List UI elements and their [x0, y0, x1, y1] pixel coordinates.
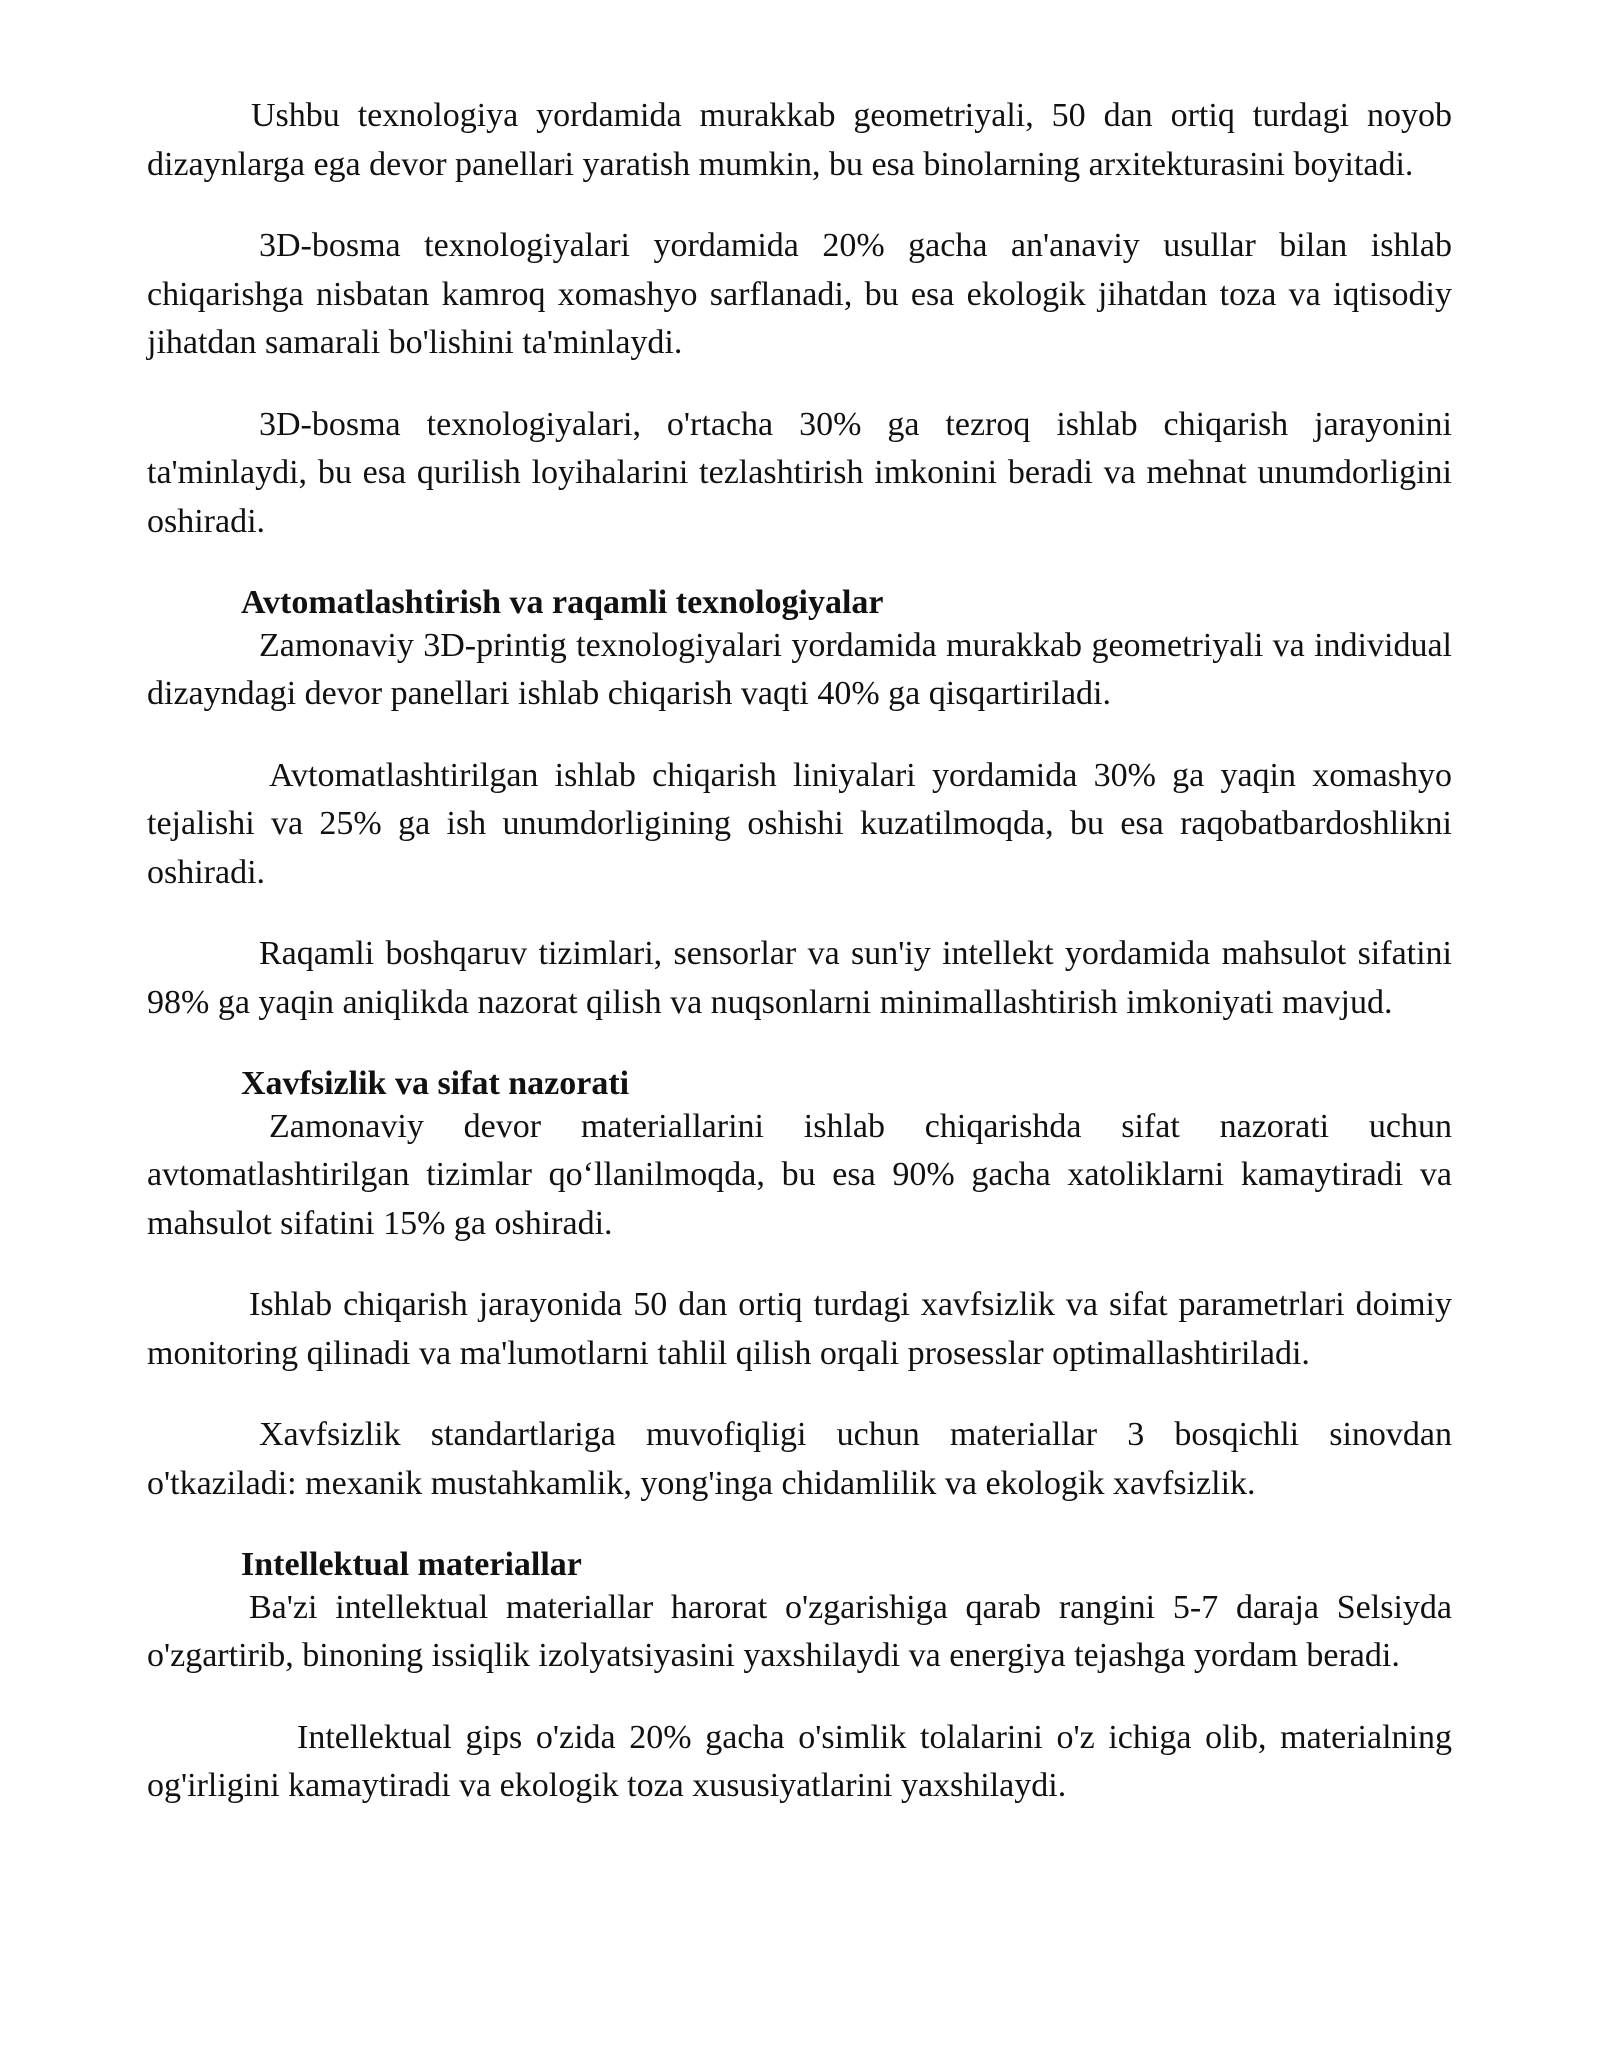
paragraph: Raqamli boshqaruv tizimlari, sensorlar va sun'iy intellekt yordamida mahsulot sifatini 98% ga yaqin aniqlikda nazorat qilish va nuqsonlarni minimallashtirish imkoniyati mavjud. — [147, 935, 1452, 1021]
paragraph: Intellektual gips o'zida 20% gacha o'simlik tolalarini o'z ichiga olib, materialning og'irligini kamaytiradi va ekologik toza xususiyatlarini yaxshilaydi. — [147, 1718, 1452, 1804]
paragraph: Zamonaviy 3D-printig texnologiyalari yordamida murakkab geometriyali va individual dizayndagi devor panellari ishlab chiqarish vaqti 40% ga qisqartiriladi. — [147, 626, 1452, 712]
paragraph: Zamonaviy devor materiallarini ishlab chiqarishda sifat nazorati uchun avtomatlashtirilgan tizimlar qo‘llanilmoqda, bu esa 90% gacha xatoliklarni kamaytiradi va mahsulot sifatini 15% ga oshiradi. — [147, 1107, 1452, 1242]
paragraph: 3D-bosma texnologiyalari, o'rtacha 30% ga tezroq ishlab chiqarish jarayonini ta'minlaydi, bu esa qurilish loyihalarini tezlashtirish imkonini beradi va mehnat unumdorligini oshiradi. — [147, 405, 1452, 540]
paragraph: Avtomatlashtirilgan ishlab chiqarish liniyalari yordamida 30% ga yaqin xomashyo tejalishi va 25% ga ish unumdorligining oshishi kuzatilmoqda, bu esa raqobatbardoshlikni oshiradi. — [147, 756, 1452, 891]
paragraph: Xavfsizlik standartlariga muvofiqligi uchun materiallar 3 bosqichli sinovdan o'tkaziladi: mexanik mustahkamlik, yong'inga chidamlilik va ekologik xavfsizlik. — [147, 1416, 1452, 1502]
paragraph: Ishlab chiqarish jarayonida 50 dan ortiq turdagi xavfsizlik va sifat parametrlari doimiy monitoring qilinadi va ma'lumotlarni tahlil qilish orqali prosesslar optimallashtiriladi. — [147, 1286, 1452, 1372]
paragraph: Ushbu texnologiya yordamida murakkab geometriyali, 50 dan ortiq turdagi noyob dizaynlarga ega devor panellari yaratish mumkin, bu esa binolarning arxitekturasini boyitadi. — [147, 97, 1452, 183]
document-page — [147, 92, 1452, 1811]
section-heading: Intellektual materiallar — [241, 1546, 582, 1583]
section-heading: Avtomatlashtirish va raqamli texnologiyalar — [241, 584, 884, 621]
section-heading: Xavfsizlik va sifat nazorati — [241, 1065, 630, 1102]
paragraph: 3D-bosma texnologiyalari yordamida 20% gacha an'anaviy usullar bilan ishlab chiqarishga nisbatan kamroq xomashyo sarflanadi, bu esa ekologik jihatdan toza va iqtisodiy jihatdan samarali bo'lishini ta'minlaydi. — [147, 227, 1452, 361]
paragraph: Ba'zi intellektual materiallar harorat o'zgarishiga qarab rangini 5-7 daraja Selsiyda o'zgartirib, binoning issiqlik izolyatsiyasini yaxshilaydi va energiya tejashga yordam beradi. — [147, 1588, 1452, 1674]
